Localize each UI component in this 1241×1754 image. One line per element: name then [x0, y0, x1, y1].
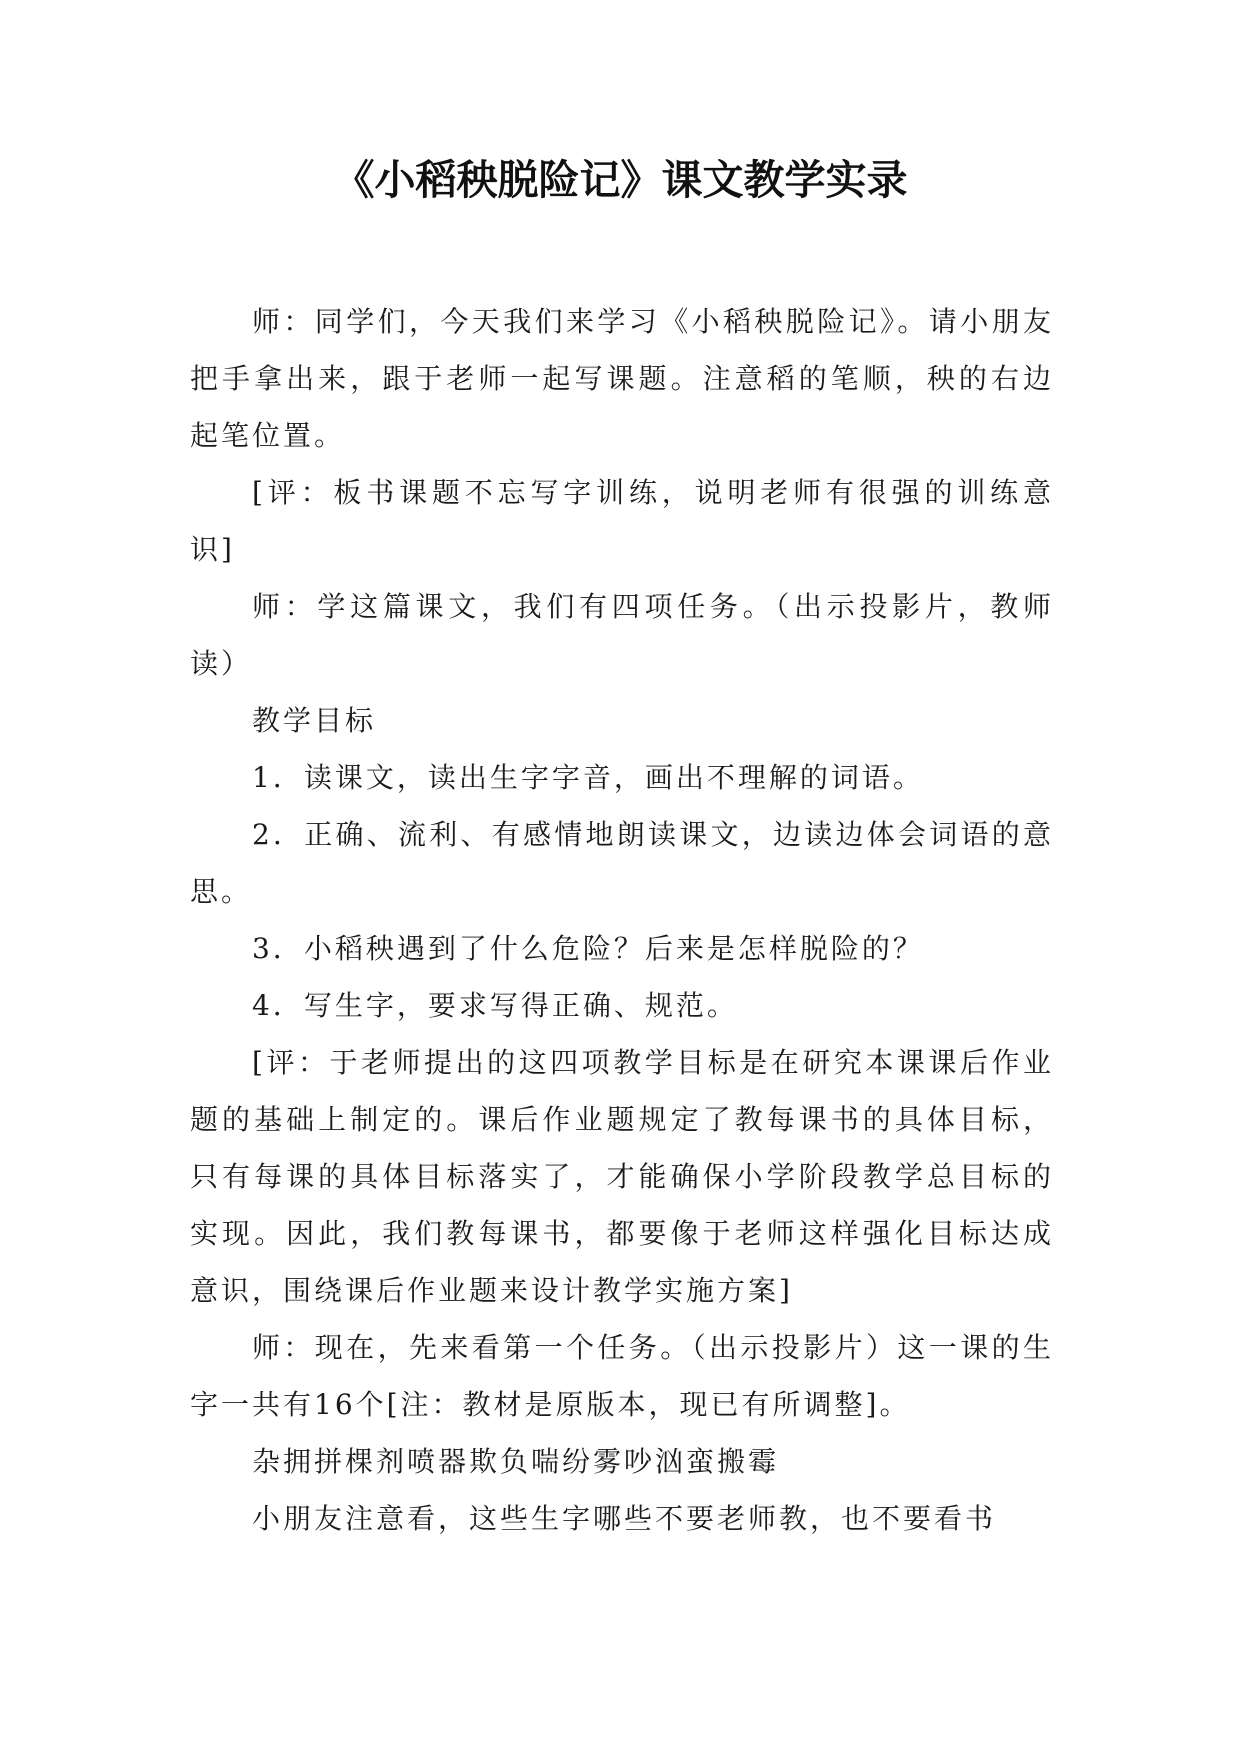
- paragraph-comment-goals: [评：于老师提出的这四项教学目标是在研究本课课后作业题的基础上制定的。课后作业题规定了教每课书的具体目标，只有每课的具体目标落实了，才能确保小学阶段教学总目标的实现。因此，我们教每课书，都要像于老师这样强化目标达成意识，围绕课后作业题来设计教学实施方案]: [190, 1046, 1054, 1307]
- paragraph-goal-3: 3．小稻秧遇到了什么危险？后来是怎样脱险的？: [252, 932, 924, 965]
- paragraph-teacher-intro: 师：同学们，今天我们来学习《小稻秧脱险记》。请小朋友把手拿出来，跟于老师一起写课题。注意稻的笔顺，秧的右边起笔位置。: [190, 305, 1054, 452]
- document-title: 《小稻秧脱险记》课文教学实录: [333, 156, 908, 204]
- paragraph-goal-1: 1．读课文，读出生字字音，画出不理解的词语。: [252, 761, 924, 794]
- paragraph-goal-2: 2．正确、流利、有感情地朗读课文，边读边体会词语的意思。: [190, 818, 1054, 908]
- paragraph-comment-writing-training: [评：板书课题不忘写字训练，说明老师有很强的训练意识]: [190, 476, 1054, 566]
- paragraph-goal-4: 4．写生字，要求写得正确、规范。: [252, 989, 738, 1022]
- document-body: [190, 293, 1054, 1547]
- paragraph-teacher-first-task: 师：现在，先来看第一个任务。（出示投影片）这一课的生字一共有16个[注：教材是原版本，现已有所调整]。: [190, 1331, 1054, 1421]
- paragraph-teacher-look-characters: 小朋友注意看，这些生字哪些不要老师教，也不要看书: [252, 1502, 997, 1535]
- paragraph-teaching-goals-heading: 教学目标: [252, 704, 377, 737]
- paragraph-teacher-four-tasks: 师：学这篇课文，我们有四项任务。（出示投影片，教师读）: [190, 590, 1054, 680]
- paragraph-new-characters: 杂拥拼棵剂喷器欺负喘纷雾吵汹蛮搬霉: [252, 1445, 780, 1478]
